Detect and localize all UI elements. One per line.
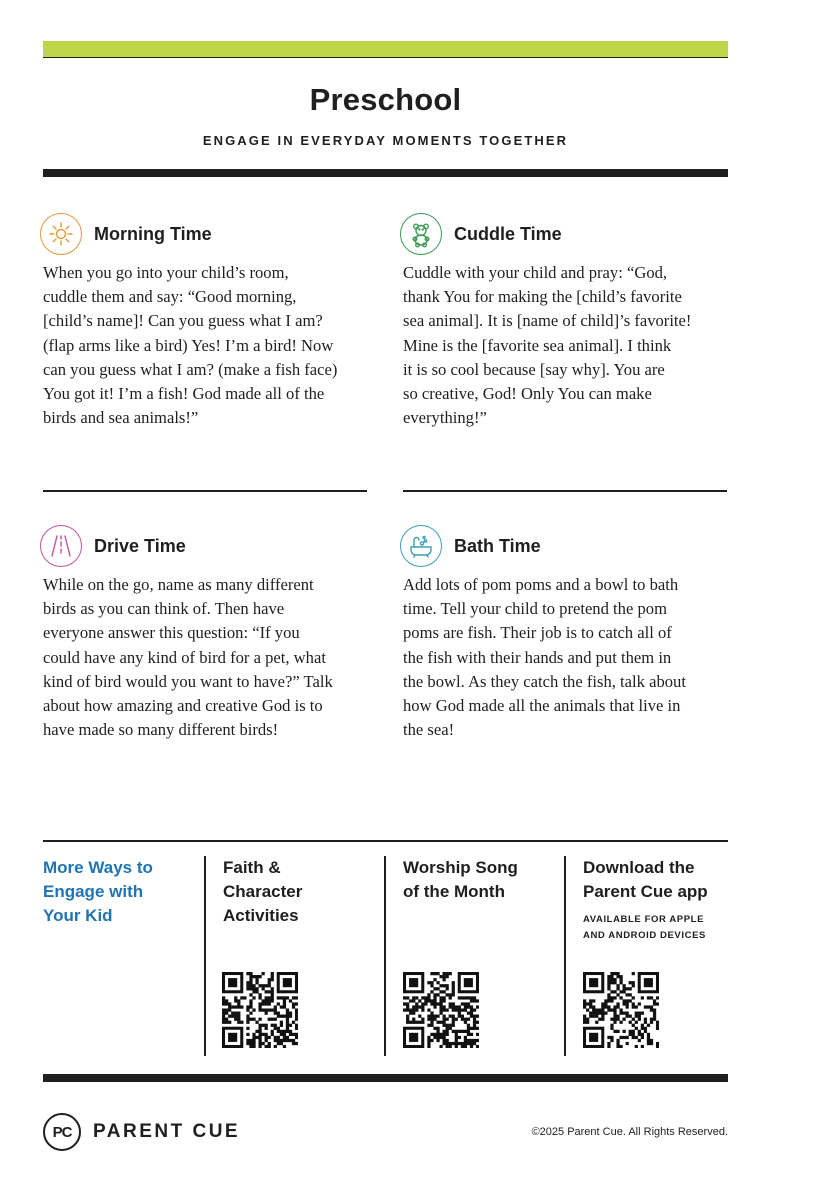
section-morning-time — [40, 211, 366, 430]
bathtub-icon — [400, 525, 442, 567]
section-body: When you go into your child’s room, cuddle them and say: “Good morning, [child’s name]! Can you guess what I am? (flap arms like a bird) Yes! I’m a bird! Now can you guess what I am? (make a fish face) You got it! I’m a fish! God made all of the birds and sea animals!” — [43, 263, 338, 428]
logo-text: PARENT CUE — [93, 1121, 241, 1142]
section-cuddle-time — [400, 211, 726, 430]
faith-activities-heading: Faith & Character Activities — [223, 858, 303, 925]
worship-song-heading: Worship Song of the Month — [403, 858, 518, 901]
app-download-heading: Download the Parent Cue app — [583, 858, 708, 901]
faith-activities-qr-code[interactable] — [222, 972, 298, 1048]
section-title: Morning Time — [94, 223, 212, 244]
column-divider — [564, 856, 566, 1056]
more-ways-heading: More Ways to Engage with Your Kid — [43, 858, 153, 925]
road-icon — [40, 525, 82, 567]
section-title: Bath Time — [454, 535, 541, 556]
faith-activities-block — [223, 856, 302, 928]
section-body: Cuddle with your child and pray: “God, thank You for making the [child’s favorite sea animal]. It is [name of child]’s favorite! Mine is the [favorite sea animal]. I think it is so cool because [say why]. You are so creative, God! Only You can make everything!” — [403, 263, 692, 428]
more-ways-block — [43, 856, 153, 928]
top-rule — [43, 57, 728, 58]
parent-cue-logo — [43, 1113, 240, 1151]
section-bath-time — [400, 523, 726, 742]
section-body: While on the go, name as many different birds as you can think of. Then have everyone answer this question: “If you could have any kind of bird for a pet, what kind of bird would you want to have?” Talk about how amazing and creative God is to have made so many different birds! — [43, 575, 333, 740]
header-divider — [43, 169, 728, 177]
copyright-notice: ©2025 Parent Cue. All Rights Reserved. — [531, 1126, 728, 1138]
app-availability-note: AVAILABLE FOR APPLE AND ANDROID DEVICES — [583, 914, 706, 941]
sun-icon — [40, 213, 82, 255]
worship-song-block — [403, 856, 518, 904]
page-title: Preschool — [309, 82, 462, 117]
column-divider — [384, 856, 386, 1056]
footer-bar — [43, 1074, 728, 1082]
section-divider-left — [43, 490, 367, 492]
worship-song-qr-code[interactable] — [403, 972, 479, 1048]
logo-mark: PC — [43, 1113, 81, 1151]
section-divider-right — [403, 490, 727, 492]
section-body: Add lots of pom poms and a bowl to bath time. Tell your child to pretend the pom poms are fish. Their job is to catch all of the fish with their hands and put them in the bowl. As they catch the fish, talk about how God made all the animals that live in the sea! — [403, 575, 686, 740]
section-title: Drive Time — [94, 535, 186, 556]
accent-bar — [43, 41, 728, 57]
page-subtitle: ENGAGE IN EVERYDAY MOMENTS TOGETHER — [202, 133, 569, 148]
teddy-bear-icon — [400, 213, 442, 255]
section-drive-time — [40, 523, 366, 742]
column-divider — [204, 856, 206, 1056]
app-download-block — [583, 856, 708, 944]
app-download-qr-code[interactable] — [583, 972, 659, 1048]
footer-divider — [43, 840, 728, 842]
section-title: Cuddle Time — [454, 223, 562, 244]
